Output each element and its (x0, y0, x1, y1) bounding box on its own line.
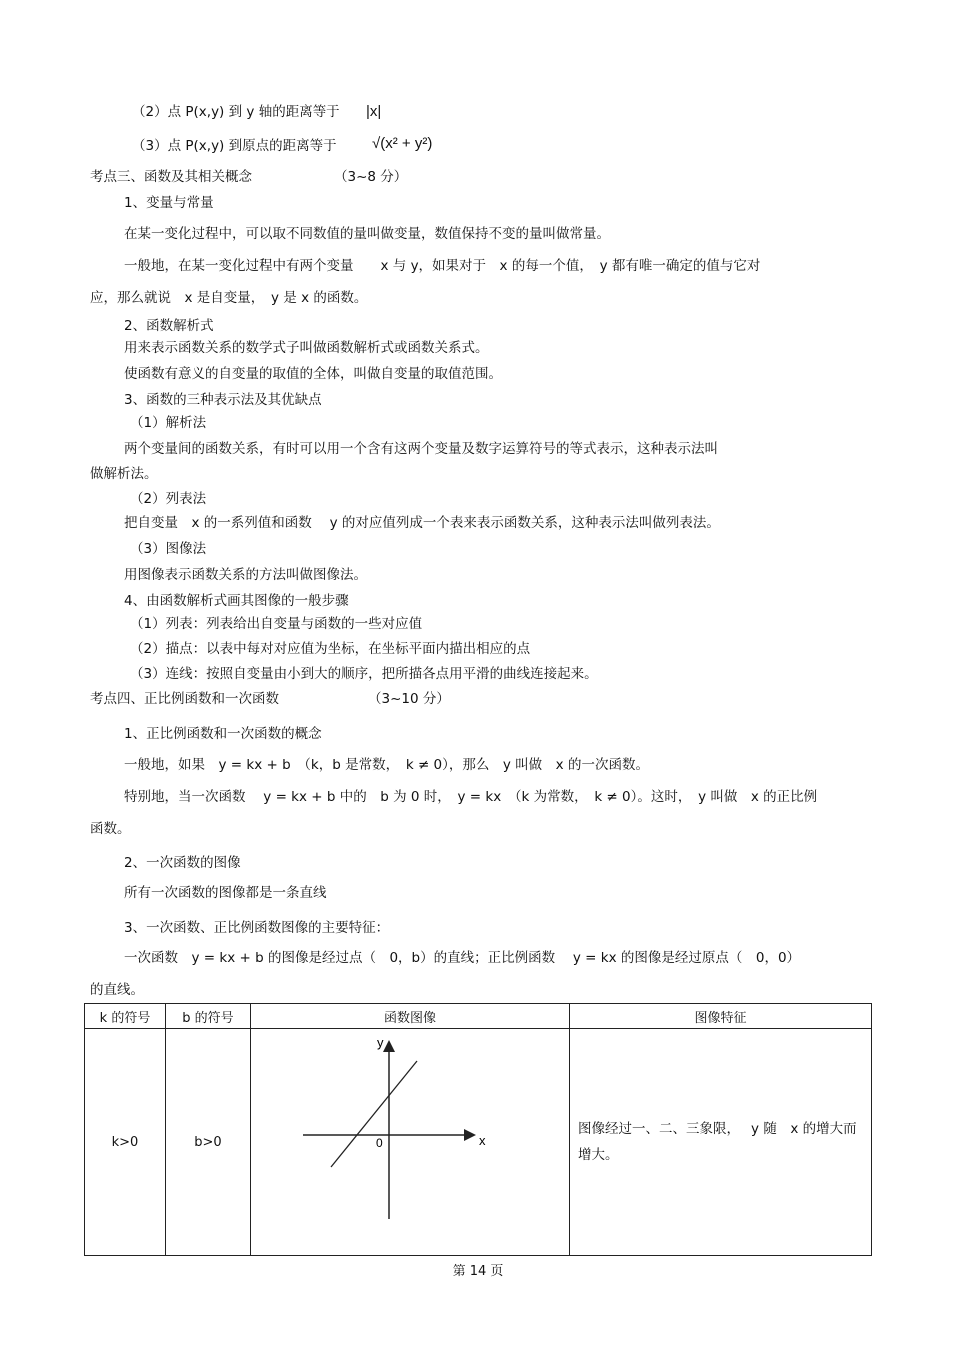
method-2-para: 把自变量 x 的一系列值和函数 y 的对应值列成一个表来表示函数关系，这种表示法叫做列表法。 (124, 515, 720, 531)
method-1-para-a: 两个变量间的函数关系，有时可以用一个含有这两个变量及数字运算符号的等式表示，这种表示法叫 (124, 441, 718, 457)
cell-feature: 图像经过一、二、三象限， y 随 x 的增大而增大。 (570, 1029, 872, 1256)
origin-label: 0 (376, 1136, 383, 1150)
y-axis-label: y (377, 1035, 384, 1050)
topic-1-para-2a: 特别地，当一次函数 y = kx + b 中的 b 为 0 时， y = kx （k 为常数， k ≠ 0）。这时， y 叫做 x 的正比例 (124, 789, 818, 805)
topic-3-para-b: 的直线。 (90, 982, 144, 998)
method-3-para: 用图像表示函数关系的方法叫做图像法。 (124, 567, 367, 583)
subsection-4-title: 4、由函数解析式画其图像的一般步骤 (124, 593, 349, 609)
line-distance-to-y-axis (132, 103, 340, 121)
step-2: （2）描点：以表中每对对应值为坐标，在坐标平面内描出相应的点 (130, 641, 531, 657)
subsection-1-title: 1、变量与常量 (124, 195, 214, 211)
section-3-title: 考点三、函数及其相关概念 (90, 169, 252, 185)
table-row (85, 1029, 872, 1256)
abs-x-expression: |x| (366, 103, 382, 120)
x-axis-label: x (479, 1133, 486, 1148)
subsection-1-para-2b: 应，那么就说 x 是自变量， y 是 x 的函数。 (90, 290, 368, 306)
line-text: （2）点 P(x,y) 到 y 轴的距离等于 (132, 104, 340, 120)
step-1: （1）列表：列表给出自变量与函数的一些对应值 (130, 616, 423, 632)
subsection-2-title: 2、函数解析式 (124, 318, 214, 334)
section-4-score: （3~10 分） (368, 691, 450, 707)
function-line (331, 1061, 417, 1167)
subsection-1-para-2a: 一般地，在某一变化过程中有两个变量 x 与 y，如果对于 x 的每一个值， y 都有唯一确定的值与它对 (124, 258, 761, 274)
topic-1-para-1: 一般地，如果 y = kx + b （k，b 是常数， k ≠ 0），那么 y 叫做 x 的一次函数。 (124, 757, 649, 773)
page-number: 第 14 页 (452, 1264, 504, 1279)
cell-graph (251, 1029, 570, 1256)
topic-2-para: 所有一次函数的图像都是一条直线 (124, 885, 327, 901)
function-feature-table (84, 1003, 872, 1256)
subsection-3-title: 3、函数的三种表示法及其优缺点 (124, 392, 322, 408)
table-header-row (85, 1004, 872, 1029)
step-3: （3）连线：按照自变量由小到大的顺序，把所描各点用平滑的曲线连接起来。 (130, 666, 598, 682)
sqrt-expression: √(x² + y²) (372, 135, 433, 152)
header-graph: 函数图像 (251, 1004, 570, 1029)
subsection-2-para-2: 使函数有意义的自变量的取值的全体，叫做自变量的取值范围。 (124, 366, 502, 382)
method-1-para-b: 做解析法。 (90, 466, 158, 482)
topic-1-para-2b: 函数。 (90, 821, 131, 837)
header-k-sign: k 的符号 (85, 1004, 166, 1029)
topic-3-para-a: 一次函数 y = kx + b 的图像是经过点（ 0，b）的直线；正比例函数 y = kx 的图像是经过原点（ 0，0） (124, 950, 801, 966)
method-1-title: （1）解析法 (130, 415, 207, 431)
method-2-title: （2）列表法 (130, 491, 207, 507)
cell-k: k>0 (85, 1029, 166, 1256)
topic-1-title: 1、正比例函数和一次函数的概念 (124, 726, 322, 742)
line-distance-to-origin: （3）点 P(x,y) 到原点的距离等于 (132, 138, 337, 154)
section-4-title: 考点四、正比例函数和一次函数 (90, 691, 279, 707)
topic-3-title: 3、一次函数、正比例函数图像的主要特征： (124, 920, 390, 936)
header-b-sign: b 的符号 (166, 1004, 251, 1029)
subsection-2-para-1: 用来表示函数关系的数学式子叫做函数解析式或函数关系式。 (124, 340, 489, 356)
topic-2-title: 2、一次函数的图像 (124, 855, 241, 871)
header-feature: 图像特征 (570, 1004, 872, 1029)
cell-b: b>0 (166, 1029, 251, 1256)
section-3-score: （3~8 分） (334, 169, 408, 185)
subsection-1-para-1: 在某一变化过程中，可以取不同数值的量叫做变量，数值保持不变的量叫做常量。 (124, 226, 610, 242)
method-3-title: （3）图像法 (130, 541, 207, 557)
linear-function-graph (251, 1029, 569, 1251)
